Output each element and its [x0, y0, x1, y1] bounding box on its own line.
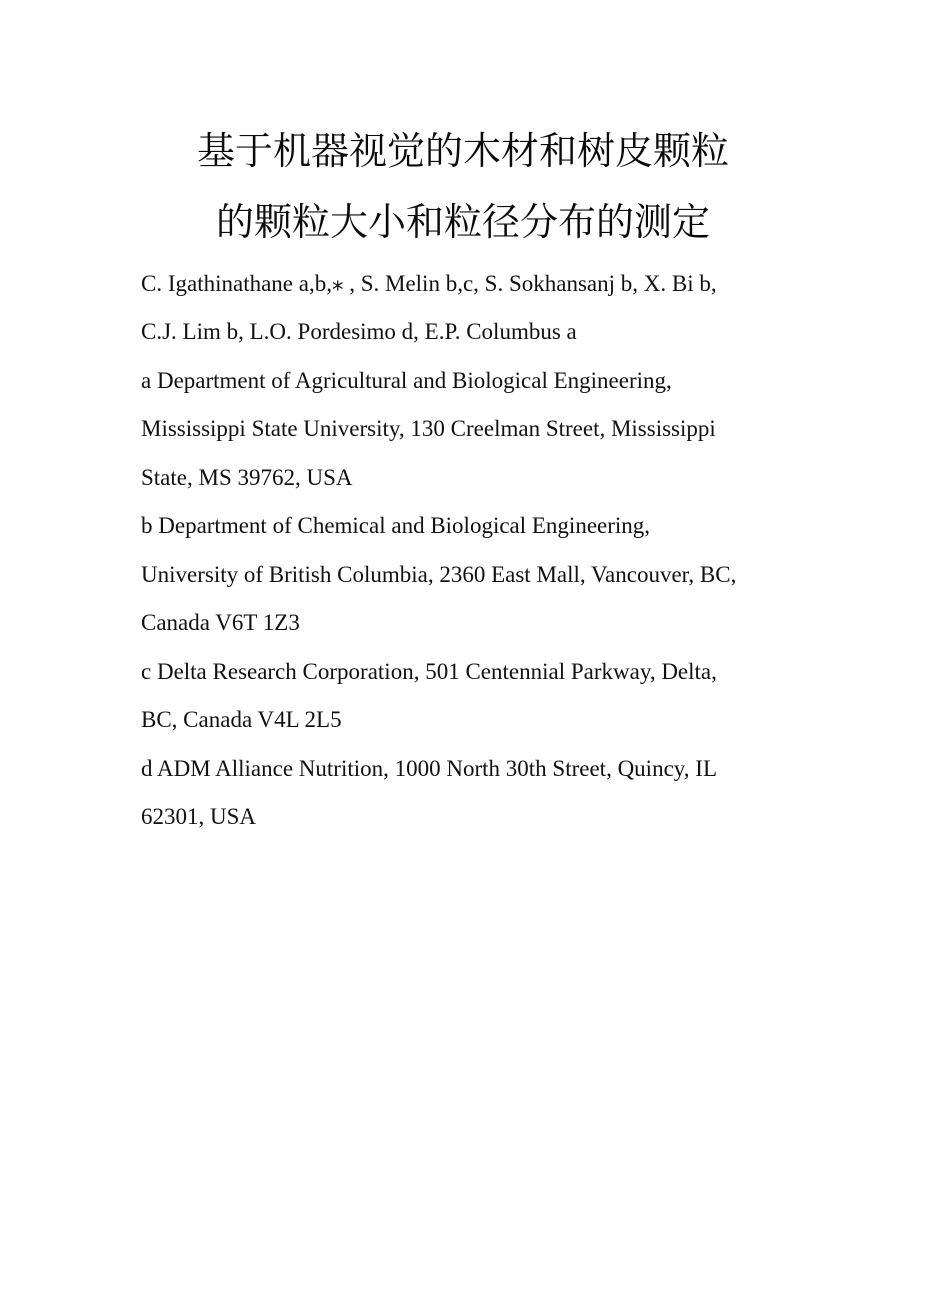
- affiliation-a-line-1: a Department of Agricultural and Biological Engineering,: [141, 368, 672, 393]
- author-list-line-1: C. Igathinathane a,b,⁎ , S. Melin b,c, S. Sokhansanj b, X. Bi b,: [141, 271, 717, 296]
- paper-title-line-2: 的颗粒大小和粒径分布的测定: [215, 200, 710, 244]
- affiliation-c-line-2: BC, Canada V4L 2L5: [141, 707, 342, 732]
- affiliation-b-line-3: Canada V6T 1Z3: [141, 610, 300, 635]
- affiliation-a-line-2: Mississippi State University, 130 Creelman Street, Mississippi: [141, 416, 716, 441]
- author-list-line-2: C.J. Lim b, L.O. Pordesimo d, E.P. Columbus a: [141, 319, 577, 344]
- affiliation-d-line-2: 62301, USA: [141, 804, 257, 829]
- affiliation-b-line-1: b Department of Chemical and Biological Engineering,: [141, 513, 651, 538]
- affiliation-c-line-1: c Delta Research Corporation, 501 Centennial Parkway, Delta,: [141, 659, 717, 684]
- affiliation-d-line-1: d ADM Alliance Nutrition, 1000 North 30th Street, Quincy, IL: [141, 756, 717, 781]
- affiliation-a-line-3: State, MS 39762, USA: [141, 465, 353, 490]
- paper-title-line-1: 基于机器视觉的木材和树皮颗粒: [196, 129, 729, 173]
- affiliation-b-line-2: University of British Columbia, 2360 East Mall, Vancouver, BC,: [141, 562, 737, 587]
